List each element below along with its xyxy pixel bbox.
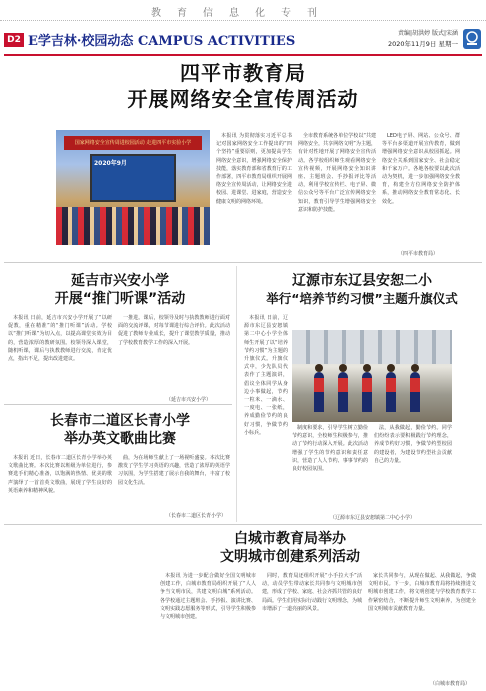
article2-text-1: 本报讯 日前，延吉市兴安小学开展了“以研促教，重在精准”的“推门听课”活动。学校以“推门听课”为切入点，以提高课堂实效为目的，营造浓厚的教研氛围。校领导深入课堂，随机听课，课后与执教教师进行交流，肯定优点，指出不足，提出改进建议。 <box>8 315 112 363</box>
article4-headline-line2: 举办英文歌曲比赛 <box>64 431 176 447</box>
column-divider <box>236 266 237 522</box>
article3-credit: （辽源市东辽县安恕镇第二中心小学） <box>330 515 416 521</box>
article2-headline-line2: 开展“推门听课”活动 <box>54 291 186 307</box>
photo-crowd <box>56 207 210 245</box>
article4-text-2: 曲，为在场师生献上了一场视听盛宴。本次比赛激发了学生学习英语的兴趣，营造了浓厚的英语学习氛围，为学生搭建了展示自我的舞台，丰富了校园文化生活。 <box>118 455 230 486</box>
row-divider-3 <box>4 524 482 525</box>
article3-col3 <box>374 424 452 465</box>
masthead-divider <box>0 20 486 21</box>
page-number-badge: D2 <box>4 33 24 47</box>
main-headline-line1: 四平市教育局 <box>180 61 306 85</box>
section-header <box>0 26 486 56</box>
main-article-col1 <box>216 132 292 206</box>
issue-info <box>350 28 482 52</box>
newspaper-logo-icon <box>462 28 482 50</box>
main-headline-line2: 开展网络安全宣传周活动 <box>127 87 359 111</box>
article5-text-3: 家长共同参与，从现在做起、从我做起，争做文明市民。下一步，白城市教育局将持续推进文明城市创建工作，将文明创建与学校教育教学工作紧密结合，不断提升师生文明素养，为创建全国文明城市贡献教育力量。 <box>368 573 476 612</box>
main-article-col2 <box>298 132 376 214</box>
student-figure <box>314 372 324 412</box>
main-article-photo <box>56 130 210 245</box>
article3-text-3: 法，从我做起，勤俭节约。同学们纷纷表示要积极践行节约理念，养成节约好习惯，争做节约型校园的建设者，为建设节约型社会贡献自己的力量。 <box>374 425 452 464</box>
article2-col2 <box>118 314 230 347</box>
article4-headline-line1: 长春市二道区长青小学 <box>50 413 190 429</box>
article4-col1 <box>8 454 112 495</box>
section-title: E学吉林·校园动态 CAMPUS ACTIVITIES <box>28 34 296 49</box>
masthead-bar <box>0 0 486 24</box>
article4-headline <box>8 412 232 448</box>
article5-text-1: 本报讯 为进一步配合做好全国文明城市创建工作，白城市教育局组织开展了“人人争当文明市民，共建文明白城”系列活动。各学校通过主题班会、手抄报、演讲比赛、文明实践志愿服务等形式，引导学生积极参与文明城市创建。 <box>160 573 256 621</box>
main-article-headline <box>0 60 486 112</box>
issue-date: 2020年11月9日 星期一 <box>387 40 458 48</box>
student-figure <box>386 372 396 412</box>
article2-headline-line1: 延吉市兴安小学 <box>71 273 169 289</box>
article4-credit: （长春市二道区长青小学） <box>166 513 227 519</box>
main-article-credit: （四平市教育局） <box>398 251 439 257</box>
article4-text-1: 本报讯 近日，长春市二道区长青小学举办英文歌曲比赛。本次比赛以班级为单位进行，参赛选手们精心准备，以饱满的热情、优美的歌声演绎了一首首英文歌曲，展现了学生良好的英语素养和精神风貌。 <box>8 455 112 494</box>
article5-headline-line2: 文明城市创建系列活动 <box>220 549 360 565</box>
article5-text-2: 同时，教育局还组织开展“小手拉大手”活动，动员学生带动家长共同参与文明城市创建，形成了学校、家庭、社会齐抓共管的良好局面。学生们用实际行动践行文明理念，为城市增添了一道亮丽的风景。 <box>262 573 363 612</box>
article4-col2 <box>118 454 230 487</box>
article5-col2 <box>262 572 362 613</box>
student-figure <box>410 372 420 412</box>
article3-headline <box>244 272 480 308</box>
main-article-text-3: LED电子屏、网站、公众号、群等平台多渠道开展宣传教育，做到增强网络安全意识从校园抓起。网络安全关系到国家安全、社会稳定和千家万户。各地各校要以此次活动为契机，进一步加强网络安全教育，构建全方位网络安全防护体系，推动网络安全教育常态化、长效化。 <box>382 133 460 205</box>
article5-headline-line1: 白城市教育局举办 <box>234 531 346 547</box>
article5-col1 <box>160 572 256 621</box>
article5-credit: （白城市教育局） <box>430 681 471 687</box>
article2-credit: （延吉市兴安小学） <box>166 397 212 403</box>
article5-col3 <box>368 572 476 613</box>
article3-col2 <box>292 424 368 473</box>
row-divider-2 <box>4 404 232 405</box>
article3-headline-line1: 辽源市东辽县安恕二小 <box>292 273 432 289</box>
student-figure <box>362 372 372 412</box>
row-divider-1 <box>4 262 482 263</box>
article3-photo <box>292 330 452 422</box>
article3-col1 <box>244 314 288 437</box>
article3-text-1: 本报讯 日前，辽源市东辽县安恕镇第二中心小学全体师生开展了以“培养节约习惯”为主题的升旗仪式。升旗仪式中，少先队员代表作了主题演讲，倡议全体同学从身边小事做起，节约一粒米、一滴水、一度电、一张纸，养成勤俭节约的良好习惯，争做节约小标兵。 <box>244 315 288 436</box>
photo-screen-text: 2020年9月 <box>94 160 127 167</box>
article3-headline-line2: 举行“培养节约习惯”主题升旗仪式 <box>266 291 458 306</box>
main-article-text-2: 全市教育系统各单位学校以“共建网络安全，共享网络文明”为主题，有针对性地开展了网络安全宣传活动。各学校组织师生观看网络安全宣传视频，开展网络安全知识讲座、主题班会、手抄报评比等活动，利用学校宣传栏、电子屏、微信公众号等平台广泛宣传网络安全知识，教育引导学生增强网络安全意识和防护技能。 <box>298 133 376 213</box>
masthead-slogan: 教育信息化专刊 <box>151 8 333 19</box>
main-article-col3 <box>382 132 460 206</box>
editors-credit: 责编|胡洪婷 版式|宋涵 <box>398 30 458 37</box>
student-figure <box>338 372 348 412</box>
article2-headline <box>8 272 232 308</box>
article3-text-2: 制度和要求，引导学生树立勤俭节约意识，全校师生积极参与，推动了节约行动深入开展。此次活动增强了学生的节约意识和责任意识，营造了人人节约、事事节约的良好校园氛围。 <box>292 425 368 473</box>
article2-col1 <box>8 314 112 363</box>
article5-headline <box>160 530 420 566</box>
photo-banner: 国家网络安全宣传周进校园活动 走进四平市实验小学 <box>64 136 202 150</box>
photo-building <box>292 330 452 364</box>
header-rule <box>4 54 482 56</box>
article2-text-2: 一推进。课后，校领导及时与执教教师进行面对面的交流评课，对每节课进行综合评价。此次活动促进了教师专业成长，提升了课堂教学质量，推动了学校教育教学工作的深入开展。 <box>118 315 230 346</box>
main-article-text-1: 本报讯 为贯彻落实习近平总书记对国家网络安全工作提出的“四个坚持”重要原则，更加提高学生网络安全意识，增强网络安全保护技能，落实教育部和省教育厅的工作部署，四平市教育局组织开展网络安全宣传周活动，让网络安全进校园、进课堂、进家庭，营造安全健康文明的网络环境。 <box>216 133 292 205</box>
